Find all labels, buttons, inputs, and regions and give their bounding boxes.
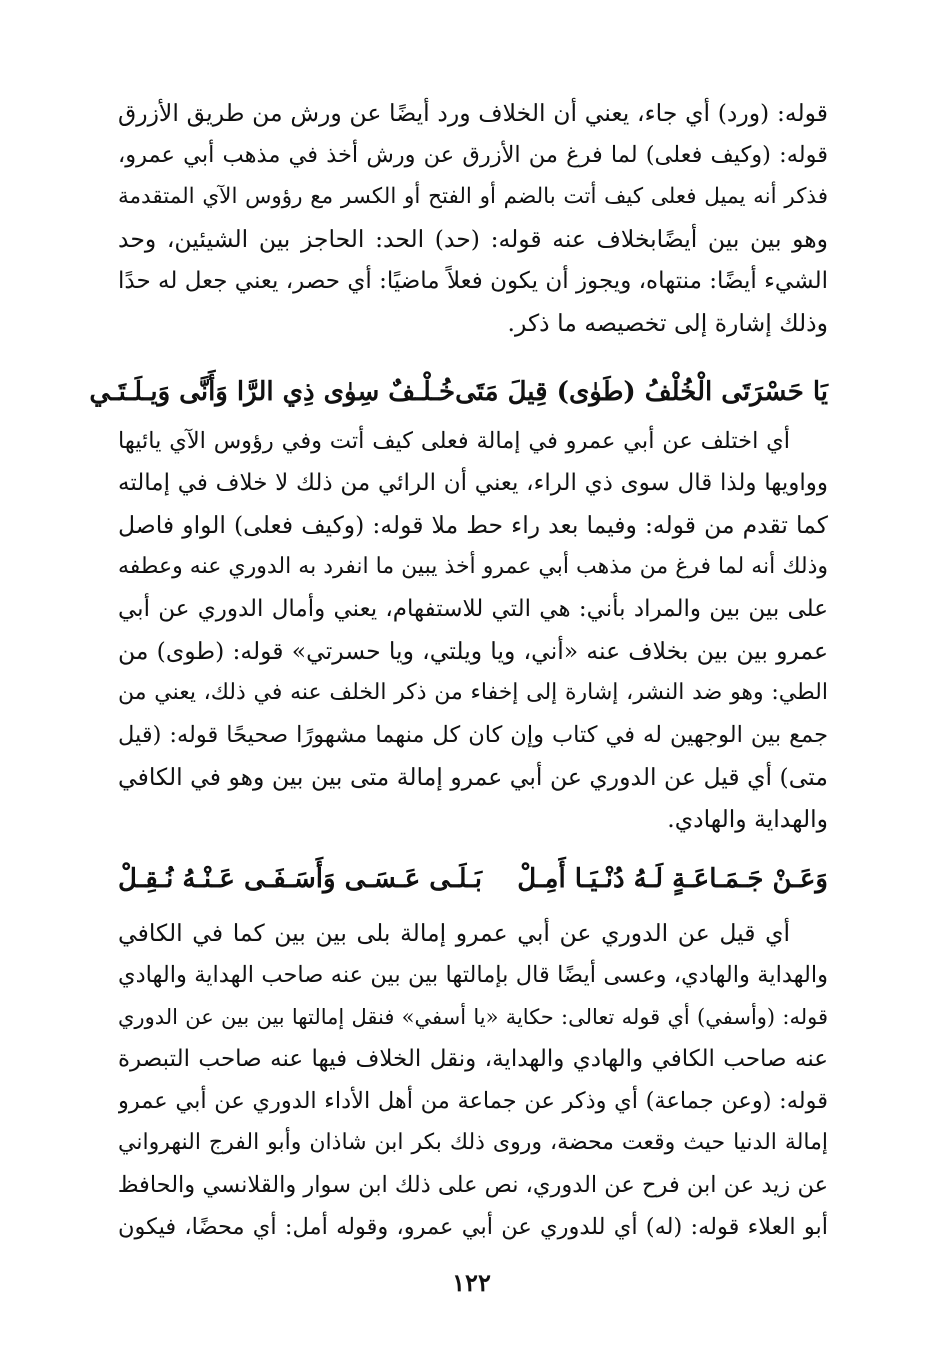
text-line: فذكر أنه يميل فعلى كيف أتت بالضم أو الفتح أو الكسر مع رؤوس الآي المتقدمة xyxy=(118,184,828,209)
text-line: عمرو بين بين بخلاف عنه «أني، ويا ويلتي، ويا حسرتي» قوله: (طوى) من xyxy=(118,637,828,665)
page-number: ١٢٢ xyxy=(452,1268,491,1297)
text-line: كما تقدم من قوله: وفيما بعد راء حط ملا قوله: (وكيف فعلى) الواو فاصل xyxy=(118,511,828,539)
text-line: على بين بين والمراد بأني: هي التي للاستفهام، يعني وأمال الدوري عن أبي xyxy=(118,596,828,622)
text-line: وذلك أنه لما فرغ من مذهب أبي عمرو أخذ يبين ما انفرد به الدوري عنه وعطفه xyxy=(118,554,828,579)
verse-second-hemistich: خُـلْـفٌ سِوٰى ذِي الرَّا وَأَنَّى وَيـلَـتَـي xyxy=(89,377,456,407)
verse-second-hemistich: بَـلَـى عَـسَـى وَأَسَـفَـى عَـنْـهُ نُـقِـلْ xyxy=(118,864,483,894)
text-line: جمع بين الوجهين له في كتاب وإن كان كل منهما مشهورًا صحيحًا قوله: (قيل xyxy=(118,722,828,748)
text-line: قوله: (وعن جماعة) أي وذكر عن جماعة من أهل الأداء الدوري عن أبي عمرو xyxy=(118,1088,828,1114)
poem-verse-2 xyxy=(118,852,828,906)
text-line: عن زيد عن ابن فرح عن الدوري، نص على ذلك ابن سوار والقلانسي والحافظ xyxy=(118,1172,828,1198)
commentary-paragraph-2 xyxy=(118,420,828,840)
text-line: وذلك إشارة إلى تخصيصه ما ذكر. xyxy=(507,309,828,337)
poem-verse-1 xyxy=(89,365,828,419)
text-line: إمالة الدنيا حيث وقعت محضة، وروى ذلك بكر ابن شاذان وأبو الفرج النهرواني xyxy=(118,1130,828,1155)
text-line: قوله: (ورد) أي جاء، يعني أن الخلاف ورد أيضًا عن ورش من طريق الأزرق xyxy=(118,99,828,127)
text-line: أي اختلف عن أبي عمرو في إمالة فعلى كيف أتت وفي رؤوس الآي يائيها xyxy=(118,428,790,454)
text-line: قوله: (وأسفي) أي قوله تعالى: حكاية «يا أسفي» فنقل إمالتها بين بين عن الدوري xyxy=(118,1005,828,1029)
commentary-paragraph-1 xyxy=(118,92,828,344)
text-line: أبو العلاء قوله: (له) أي للدوري عن أبي عمرو، وقوله أمل: أي محضًا، فيكون xyxy=(118,1214,828,1240)
text-line: الشيء أيضًا: منتهاه، ويجوز أن يكون فعلاً ماضيًا: أي حصر، يعني جعل له حدًا xyxy=(118,268,828,294)
text-line: عنه صاحب الكافي والهادي والهداية، ونقل الخلاف فيها عنه صاحب التبصرة xyxy=(118,1046,828,1072)
text-line: والهداية والهادي. xyxy=(667,805,828,833)
text-line: وهو بين بين أيضًابخلاف عنه قوله: (حد) الحد: الحاجز بين الشيئين، وحد xyxy=(118,225,828,253)
text-line: متى) أي قيل عن الدوري عن أبي عمرو إمالة متى بين بين وهو في الكافي xyxy=(118,763,828,791)
commentary-paragraph-3 xyxy=(118,912,828,1248)
verse-first-hemistich: يَا حَسْرَتَى الْخُلْفُ (طَوٰى) قِيلَ مَتَى xyxy=(455,377,828,407)
verse-first-hemistich: وَعَـنْ جَـمَـاعَـةٍ لَـهُ دُنْـيَـا أَمِـلْ xyxy=(517,864,828,894)
text-line: وواويها ولذا قال سوى ذي الراء، يعني أن الرائي من ذلك لا خلاف في إمالته xyxy=(118,470,828,496)
text-line: والهداية والهادي، وعسى أيضًا قال بإمالتها بين بين عنه صاحب الهداية والهادي xyxy=(118,962,828,988)
text-line: أي قيل عن الدوري عن أبي عمرو إمالة بلى بين بين كما في الكافي xyxy=(118,919,790,947)
text-line: الطي: وهو ضد النشر، إشارة إلى إخفاء من ذكر الخلف عنه في ذلك، يعني من xyxy=(118,680,828,705)
text-line: قوله: (وكيف فعلى) لما فرغ من الأزرق عن ورش أخذ في مذهب أبي عمرو، xyxy=(118,142,828,168)
